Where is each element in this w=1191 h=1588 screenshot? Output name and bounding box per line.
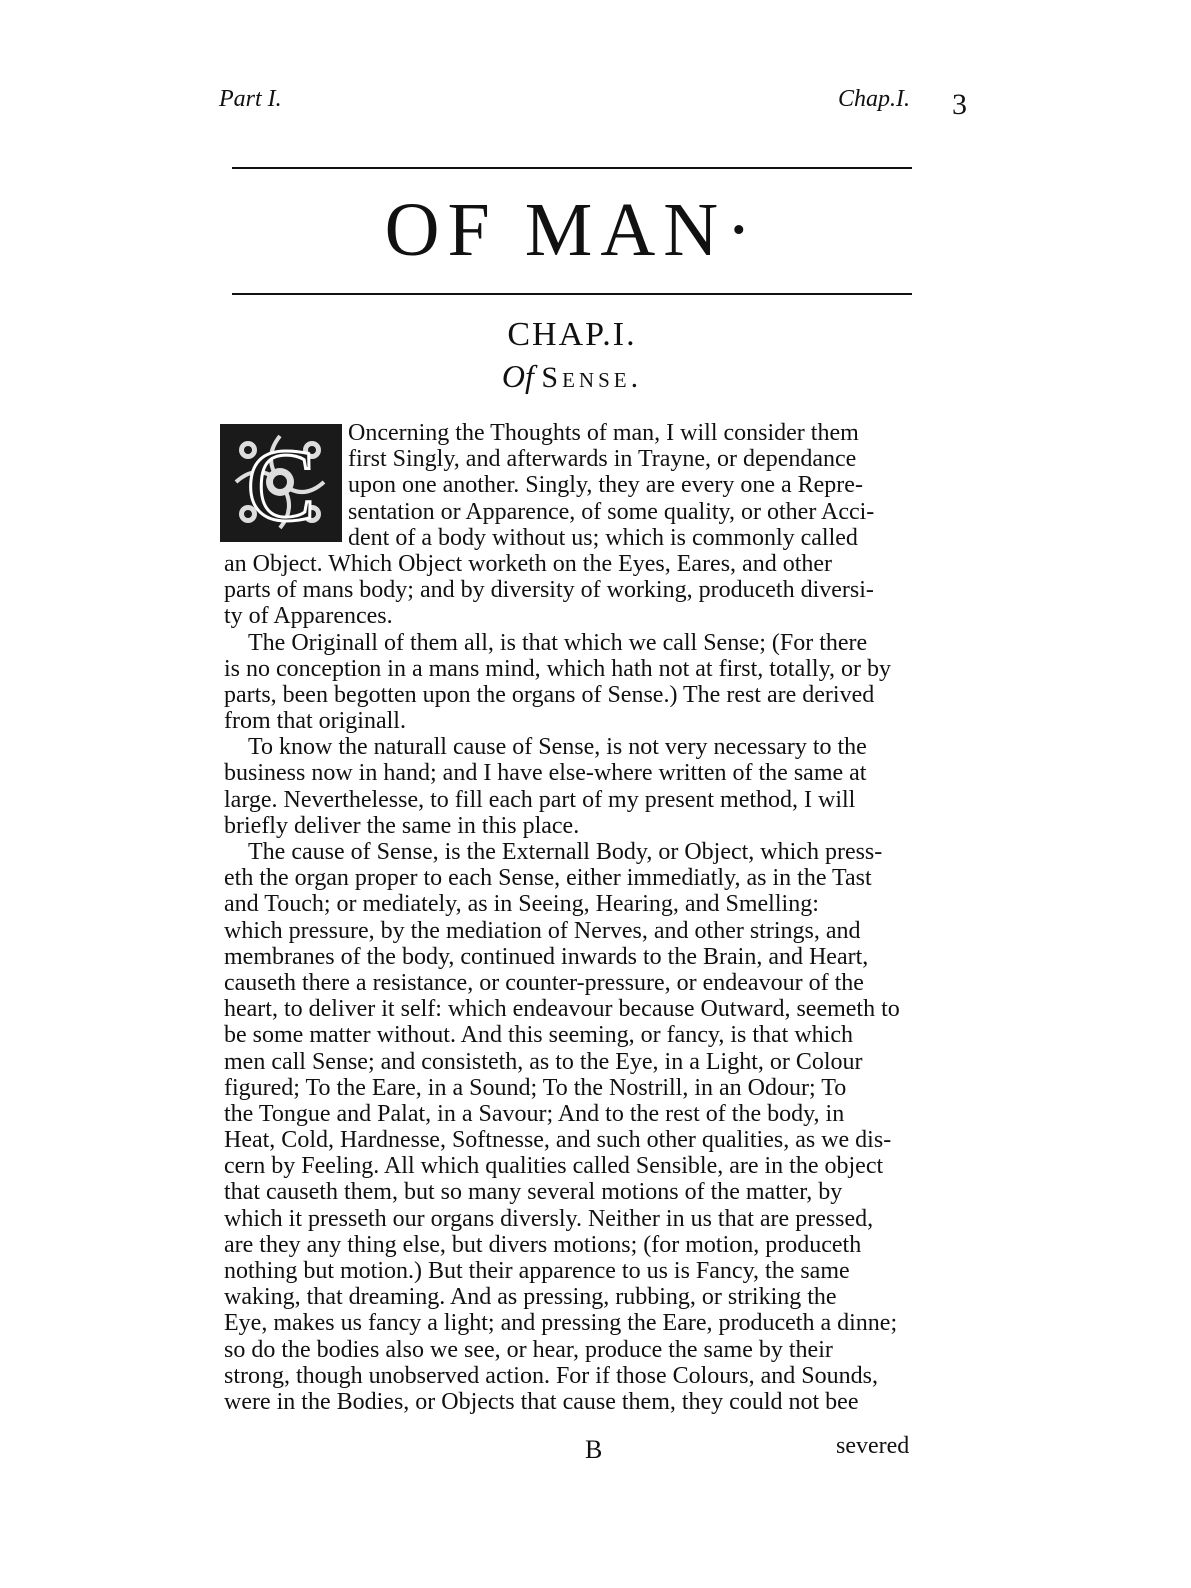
text-line: eth the organ proper to each Sense, either immediatly, as in the Tast — [224, 865, 872, 892]
running-head-part: Part I. — [219, 86, 282, 112]
text-line: are they any thing else, but divers motions; (for motion, produceth — [224, 1231, 862, 1258]
text-line: Oncerning the Thoughts of man, I will consider them — [348, 420, 859, 446]
chapter-number: CHAP.I. — [507, 316, 637, 353]
text-line: sentation or Apparence, of some quality, or other Acci- — [348, 498, 875, 525]
page-number: 3 — [952, 88, 967, 121]
signature-mark: B — [585, 1435, 603, 1464]
body-text — [224, 420, 912, 1415]
page-title: OF MAN· — [384, 188, 760, 272]
text-line: men call Sense; and consisteth, as to the Eye, in a Light, or Colour — [224, 1048, 863, 1075]
text-line: an Object. Which Object worketh on the Eyes, Eares, and other — [224, 550, 833, 577]
text-line: The Originall of them all, is that which we call Sense; (For there — [248, 629, 868, 656]
text-line: from that originall. — [224, 708, 406, 735]
text-line: cern by Feeling. All which qualities called Sensible, are in the object — [224, 1153, 884, 1180]
text-line: that causeth them, but so many several motions of the matter, by — [224, 1179, 843, 1206]
text-line: nothing but motion.) But their apparence to us is Fancy, the same — [224, 1258, 850, 1284]
text-line: waking, that dreaming. And as pressing, rubbing, or striking the — [224, 1284, 837, 1311]
initial-letter: C — [246, 428, 316, 543]
text-line: first Singly, and afterwards in Trayne, or dependance — [348, 446, 857, 473]
text-line: the Tongue and Palat, in a Savour; And to the rest of the body, in — [224, 1100, 845, 1127]
text-line: and Touch; or mediately, as in Seeing, Hearing, and Smelling: — [224, 891, 819, 918]
text-line: is no conception in a mans mind, which hath not at first, totally, or by — [224, 655, 891, 682]
text-line: upon one another. Singly, they are every one a Repre- — [348, 472, 863, 499]
text-line: Heat, Cold, Hardnesse, Softnesse, and such other qualities, as we dis- — [224, 1127, 892, 1154]
text-line: heart, to deliver it self: which endeavour because Outward, seemeth to — [224, 996, 900, 1023]
running-head-chapter: Chap.I. — [838, 86, 910, 112]
bottom-rule — [232, 293, 912, 295]
text-line: parts of mans body; and by diversity of working, produceth diversi- — [224, 577, 874, 604]
text-line: strong, though unobserved action. For if those Colours, and Sounds, — [224, 1362, 878, 1389]
text-line: causeth there a resistance, or counter-pressure, or endeavour of the — [224, 969, 864, 996]
top-rule — [232, 167, 912, 169]
text-line: large. Neverthelesse, to fill each part of my present method, I will — [224, 786, 856, 813]
text-line: which it presseth our organs diversly. Neither in us that are pressed, — [224, 1205, 874, 1232]
text-line: membranes of the body, continued inwards to the Brain, and Heart, — [224, 943, 869, 970]
text-line: To know the naturall cause of Sense, is not very necessary to the — [248, 734, 867, 761]
text-line: were in the Bodies, or Objects that cause them, they could not bee — [224, 1388, 859, 1415]
text-line: parts, been begotten upon the organs of Sense.) The rest are derived — [224, 681, 875, 708]
text-line: figured; To the Eare, in a Sound; To the Nostrill, in an Odour; To — [224, 1074, 847, 1101]
chapter-title-of: Of — [501, 358, 534, 394]
text-line: so do the bodies also we see, or hear, produce the same by their — [224, 1336, 833, 1363]
text-line: Eye, makes us fancy a light; and pressing the Eare, produceth a dinne; — [224, 1310, 898, 1337]
text-line: be some matter without. And this seeming, or fancy, is that which — [224, 1022, 853, 1049]
chapter-title-word: Sense. — [541, 361, 643, 394]
text-line: dent of a body without us; which is commonly called — [348, 524, 858, 551]
text-line: which pressure, by the mediation of Nerves, and other strings, and — [224, 917, 861, 944]
text-line: business now in hand; and I have else-where written of the same at — [224, 760, 867, 787]
text-line: briefly deliver the same in this place. — [224, 812, 580, 839]
chapter-title — [232, 358, 912, 395]
text-line: ty of Apparences. — [224, 603, 393, 630]
text-line: The cause of Sense, is the Externall Body, or Object, which press- — [248, 839, 883, 865]
catchword: severed — [836, 1433, 910, 1459]
